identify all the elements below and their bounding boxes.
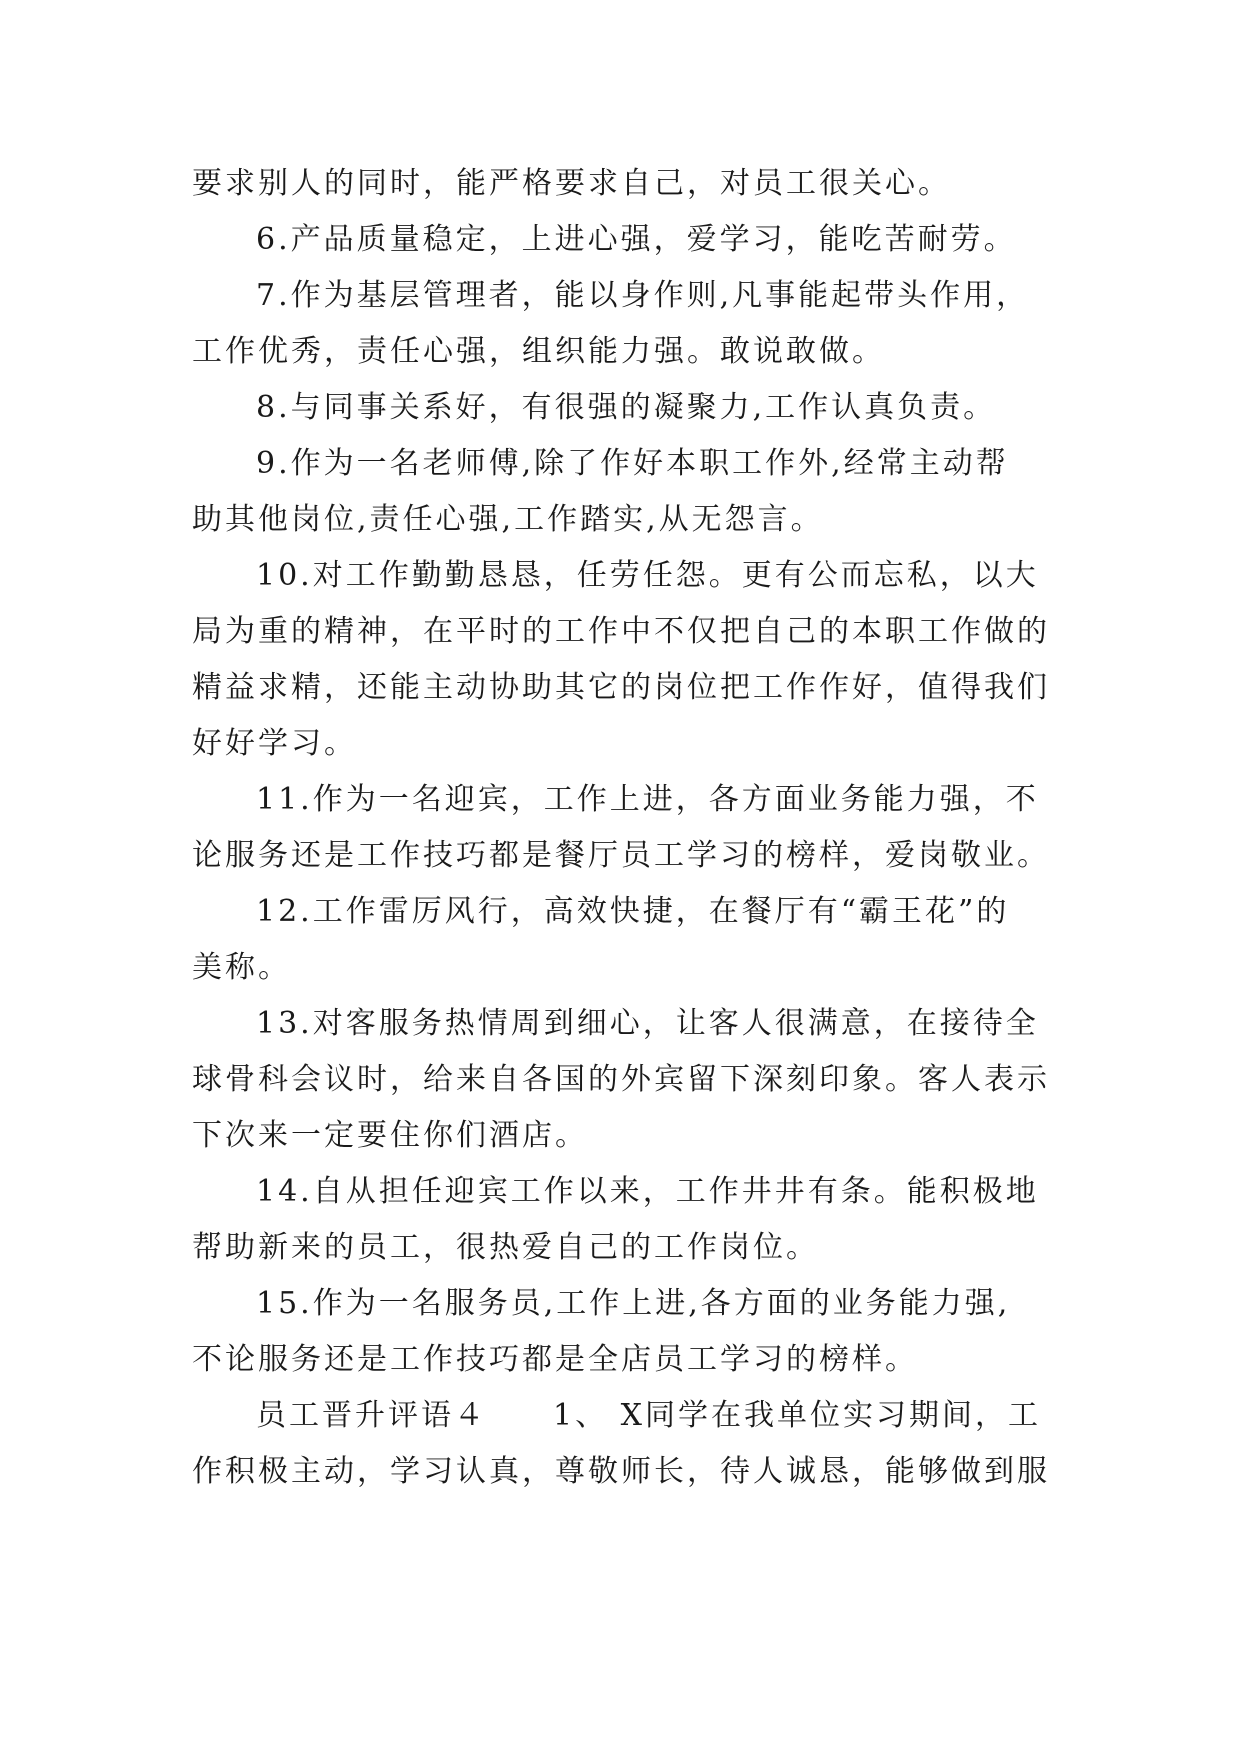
text-line: 7.作为基层管理者，能以身作则,凡事能起带头作用， [256,278,1030,313]
text-line: 球骨科会议时，给来自各国的外宾留下深刻印象。客人表示 [192,1062,1050,1097]
text-line: 下次来一定要住你们酒店。 [192,1118,588,1153]
text-line: 美称。 [192,950,291,985]
text-line: 10.对工作勤勤恳恳，任劳任怨。更有公而忘私，以大 [256,558,1039,593]
text-line: 工作优秀，责任心强，组织能力强。敢说敢做。 [192,334,885,369]
text-line: 员工晋升评语４ 1、 X同学在我单位实习期间，工 [256,1398,1041,1433]
text-line: 13.对客服务热情周到细心，让客人很满意，在接待全 [256,1006,1039,1041]
text-line: 6.产品质量稳定，上进心强，爱学习，能吃苦耐劳。 [256,222,1017,257]
text-line: 好好学习。 [192,726,357,761]
text-line: 助其他岗位,责任心强,工作踏实,从无怨言。 [192,502,824,537]
text-line: 9.作为一名老师傅,除了作好本职工作外,经常主动帮 [256,446,1009,481]
text-line: 要求别人的同时，能严格要求自己，对员工很关心。 [192,166,951,201]
text-line: 15.作为一名服务员,工作上进,各方面的业务能力强, [256,1286,1011,1321]
text-line: 14.自从担任迎宾工作以来，工作井井有条。能积极地 [256,1174,1039,1209]
text-line: 帮助新来的员工，很热爱自己的工作岗位。 [192,1230,819,1265]
text-line: 11.作为一名迎宾，工作上进，各方面业务能力强，不 [256,782,1039,817]
text-line: 12.工作雷厉风行，高效快捷，在餐厅有“霸王花”的 [256,894,1010,929]
text-line: 不论服务还是工作技巧都是全店员工学习的榜样。 [192,1342,918,1377]
text-line: 局为重的精神，在平时的工作中不仅把自己的本职工作做的 [192,614,1050,649]
text-line: 8.与同事关系好，有很强的凝聚力,工作认真负责。 [256,390,997,425]
text-line: 作积极主动，学习认真，尊敬师长，待人诚恳，能够做到服 [192,1454,1050,1489]
text-line: 论服务还是工作技巧都是餐厅员工学习的榜样，爱岗敬业。 [192,838,1050,873]
text-line: 精益求精，还能主动协助其它的岗位把工作作好，值得我们 [192,670,1050,705]
